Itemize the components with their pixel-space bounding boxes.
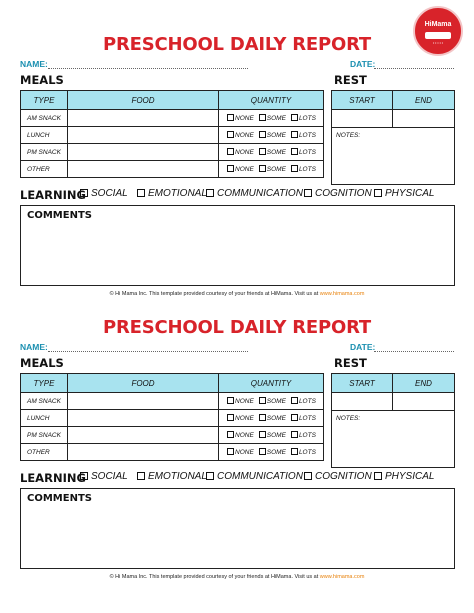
checkbox-icon [227, 114, 234, 121]
rest-time-row [332, 110, 455, 128]
meals-table [20, 90, 324, 178]
start-time-cell[interactable] [332, 393, 393, 411]
quantity-option-label: NONE [235, 149, 254, 156]
quantity-option-label: LOTS [298, 415, 316, 422]
learning-option-label: PHYSICAL [385, 188, 435, 199]
checkbox-icon [137, 472, 145, 480]
quantity-option[interactable] [259, 415, 286, 422]
quantity-option-label: NONE [235, 398, 254, 405]
rest-notes-row [332, 411, 455, 468]
learning-option-label: SOCIAL [91, 471, 128, 482]
rest-table [331, 373, 455, 468]
checkbox-icon [259, 397, 266, 404]
learning-option[interactable] [80, 188, 128, 199]
notes-label: NOTES: [336, 415, 361, 422]
quantity-header: QUANTITY [219, 374, 324, 393]
quantity-option[interactable] [259, 166, 286, 173]
meal-type-cell: AM SNACK [21, 393, 68, 410]
notes-label: NOTES: [336, 132, 361, 139]
checkbox-icon [291, 148, 298, 155]
checkbox-icon [259, 165, 266, 172]
meal-type-cell: AM SNACK [21, 110, 68, 127]
notes-cell[interactable] [332, 128, 455, 185]
food-cell[interactable] [68, 161, 219, 178]
checkbox-icon [259, 414, 266, 421]
start-time-cell[interactable] [332, 110, 393, 128]
rest-notes-row [332, 128, 455, 185]
quantity-option[interactable] [291, 432, 316, 439]
quantity-option-label: SOME [266, 415, 286, 422]
checkbox-icon [291, 397, 298, 404]
quantity-option-label: LOTS [298, 166, 316, 173]
quantity-option[interactable] [227, 166, 254, 173]
learning-option[interactable] [374, 188, 434, 199]
checkbox-icon [227, 148, 234, 155]
checkbox-icon [227, 131, 234, 138]
learning-option-label: COGNITION [315, 188, 372, 199]
food-cell[interactable] [68, 444, 219, 461]
quantity-option-label: NONE [235, 449, 254, 456]
learning-option-label: COMMUNICATION [217, 188, 303, 199]
quantity-cell [219, 110, 324, 127]
quantity-option-label: LOTS [298, 432, 316, 439]
quantity-option[interactable] [291, 149, 316, 156]
meals-heading: MEALS [20, 73, 64, 87]
meals-heading: MEALS [20, 356, 64, 370]
footer [0, 574, 474, 580]
learning-option-label: PHYSICAL [385, 471, 435, 482]
meal-row [21, 410, 324, 427]
checkbox-icon [291, 414, 298, 421]
end-header: END [393, 91, 455, 110]
name-field[interactable] [48, 351, 248, 352]
quantity-option[interactable] [227, 449, 254, 456]
quantity-cell [219, 444, 324, 461]
checkbox-icon [259, 148, 266, 155]
footer-text: © Hi Mama Inc. This template provided courtesy of your friends at HiMama. Visit us at [109, 291, 319, 297]
quantity-option-label: NONE [235, 166, 254, 173]
quantity-header: QUANTITY [219, 91, 324, 110]
checkbox-icon [291, 448, 298, 455]
food-header: FOOD [68, 374, 219, 393]
meal-type-cell: OTHER [21, 161, 68, 178]
end-header: END [393, 374, 455, 393]
learning-option[interactable] [206, 188, 303, 199]
quantity-option-label: NONE [235, 432, 254, 439]
quantity-option[interactable] [259, 449, 286, 456]
quantity-option-label: SOME [266, 115, 286, 122]
learning-option-label: EMOTIONAL [148, 188, 207, 199]
notes-cell[interactable] [332, 411, 455, 468]
checkbox-icon [304, 472, 312, 480]
quantity-option-label: SOME [266, 132, 286, 139]
report-title: PRESCHOOL DAILY REPORT [102, 34, 372, 55]
checkbox-icon [227, 165, 234, 172]
checkbox-icon [291, 131, 298, 138]
learning-option-label: EMOTIONAL [148, 471, 207, 482]
meal-row [21, 144, 324, 161]
rest-heading: REST [334, 73, 367, 87]
quantity-option-label: SOME [266, 166, 286, 173]
quantity-option[interactable] [291, 415, 316, 422]
quantity-option-label: SOME [266, 398, 286, 405]
quantity-option[interactable] [227, 415, 254, 422]
food-cell[interactable] [68, 410, 219, 427]
daily-report [0, 283, 474, 583]
quantity-option-label: LOTS [298, 398, 316, 405]
type-header: TYPE [21, 91, 68, 110]
learning-heading: LEARNING [20, 471, 86, 485]
end-time-cell[interactable] [393, 110, 455, 128]
learning-option[interactable] [374, 471, 434, 482]
quantity-cell [219, 127, 324, 144]
checkbox-icon [291, 431, 298, 438]
quantity-option-label: NONE [235, 115, 254, 122]
checkbox-icon [291, 165, 298, 172]
learning-option[interactable] [206, 471, 303, 482]
learning-option-label: COMMUNICATION [217, 471, 303, 482]
checkbox-icon [227, 397, 234, 404]
comments-box[interactable] [20, 205, 455, 286]
meals-header-row [21, 91, 324, 110]
quantity-option[interactable] [227, 432, 254, 439]
food-cell[interactable] [68, 393, 219, 410]
comments-label: COMMENTS [27, 210, 92, 221]
checkbox-icon [259, 114, 266, 121]
quantity-option[interactable] [291, 166, 316, 173]
start-header: START [332, 374, 393, 393]
date-field[interactable] [374, 351, 454, 352]
meal-type-cell: PM SNACK [21, 144, 68, 161]
meal-row [21, 427, 324, 444]
learning-option[interactable] [80, 471, 128, 482]
food-cell[interactable] [68, 144, 219, 161]
quantity-cell [219, 144, 324, 161]
learning-option[interactable] [137, 188, 207, 199]
quantity-option[interactable] [291, 398, 316, 405]
quantity-option[interactable] [259, 432, 286, 439]
quantity-option-label: LOTS [298, 149, 316, 156]
logo-text: HiMama [424, 21, 452, 28]
rest-table [331, 90, 455, 185]
meals-table [20, 373, 324, 461]
checkbox-icon [80, 472, 88, 480]
quantity-option-label: LOTS [298, 449, 316, 456]
name-label: NAME: [20, 59, 48, 69]
quantity-option-label: SOME [266, 449, 286, 456]
daily-report [0, 0, 474, 300]
date-field[interactable] [374, 68, 454, 69]
quantity-option[interactable] [259, 398, 286, 405]
food-cell[interactable] [68, 127, 219, 144]
footer-link[interactable]: www.himama.com [319, 291, 365, 297]
rest-header-row [332, 91, 455, 110]
meal-row [21, 393, 324, 410]
food-cell[interactable] [68, 427, 219, 444]
meals-body [21, 110, 324, 178]
meal-row [21, 110, 324, 127]
quantity-option[interactable] [291, 449, 316, 456]
name-field[interactable] [48, 68, 248, 69]
meal-row [21, 127, 324, 144]
food-header: FOOD [68, 91, 219, 110]
meal-type-cell: LUNCH [21, 410, 68, 427]
quantity-option[interactable] [259, 149, 286, 156]
quantity-option[interactable] [259, 115, 286, 122]
meal-type-cell: PM SNACK [21, 427, 68, 444]
meal-row [21, 161, 324, 178]
quantity-cell [219, 393, 324, 410]
checkbox-icon [259, 448, 266, 455]
learning-option-label: SOCIAL [91, 188, 128, 199]
comments-label: COMMENTS [27, 493, 92, 504]
end-time-cell[interactable] [393, 393, 455, 411]
checkbox-icon [80, 189, 88, 197]
rest-header-row [332, 374, 455, 393]
checkbox-icon [259, 131, 266, 138]
date-label: DATE: [350, 59, 376, 69]
checkbox-icon [259, 431, 266, 438]
checkbox-icon [137, 189, 145, 197]
quantity-option-label: NONE [235, 132, 254, 139]
learning-heading: LEARNING [20, 188, 86, 202]
quantity-option-label: SOME [266, 149, 286, 156]
quantity-option-label: NONE [235, 415, 254, 422]
checkbox-icon [227, 448, 234, 455]
meal-row [21, 444, 324, 461]
quantity-cell [219, 161, 324, 178]
quantity-option[interactable] [291, 115, 316, 122]
checkbox-icon [374, 189, 382, 197]
quantity-option-label: SOME [266, 432, 286, 439]
checkbox-icon [227, 414, 234, 421]
checkbox-icon [291, 114, 298, 121]
quantity-option[interactable] [227, 398, 254, 405]
learning-option-label: COGNITION [315, 471, 372, 482]
start-header: START [332, 91, 393, 110]
quantity-option-label: LOTS [298, 132, 316, 139]
food-cell[interactable] [68, 110, 219, 127]
logo-ring-decoration: • • • • • [432, 41, 444, 45]
footer-link[interactable]: www.himama.com [319, 574, 365, 580]
rest-time-row [332, 393, 455, 411]
quantity-option[interactable] [259, 132, 286, 139]
date-label: DATE: [350, 342, 376, 352]
comments-box[interactable] [20, 488, 455, 569]
rest-heading: REST [334, 356, 367, 370]
quantity-cell [219, 427, 324, 444]
learning-option[interactable] [304, 471, 372, 482]
checkbox-icon [304, 189, 312, 197]
footer-text: © Hi Mama Inc. This template provided courtesy of your friends at HiMama. Visit us at [109, 574, 319, 580]
quantity-option[interactable] [227, 149, 254, 156]
learning-option[interactable] [304, 188, 372, 199]
quantity-option-label: LOTS [298, 115, 316, 122]
meal-type-cell: OTHER [21, 444, 68, 461]
meals-header-row [21, 374, 324, 393]
type-header: TYPE [21, 374, 68, 393]
learning-option[interactable] [137, 471, 207, 482]
checkbox-icon [227, 431, 234, 438]
name-label: NAME: [20, 342, 48, 352]
checkbox-icon [206, 472, 214, 480]
quantity-option[interactable] [227, 132, 254, 139]
report-title: PRESCHOOL DAILY REPORT [102, 317, 372, 338]
quantity-option[interactable] [227, 115, 254, 122]
quantity-cell [219, 410, 324, 427]
meal-type-cell: LUNCH [21, 127, 68, 144]
checkbox-icon [206, 189, 214, 197]
checkbox-icon [374, 472, 382, 480]
quantity-option[interactable] [291, 132, 316, 139]
meals-body [21, 393, 324, 461]
